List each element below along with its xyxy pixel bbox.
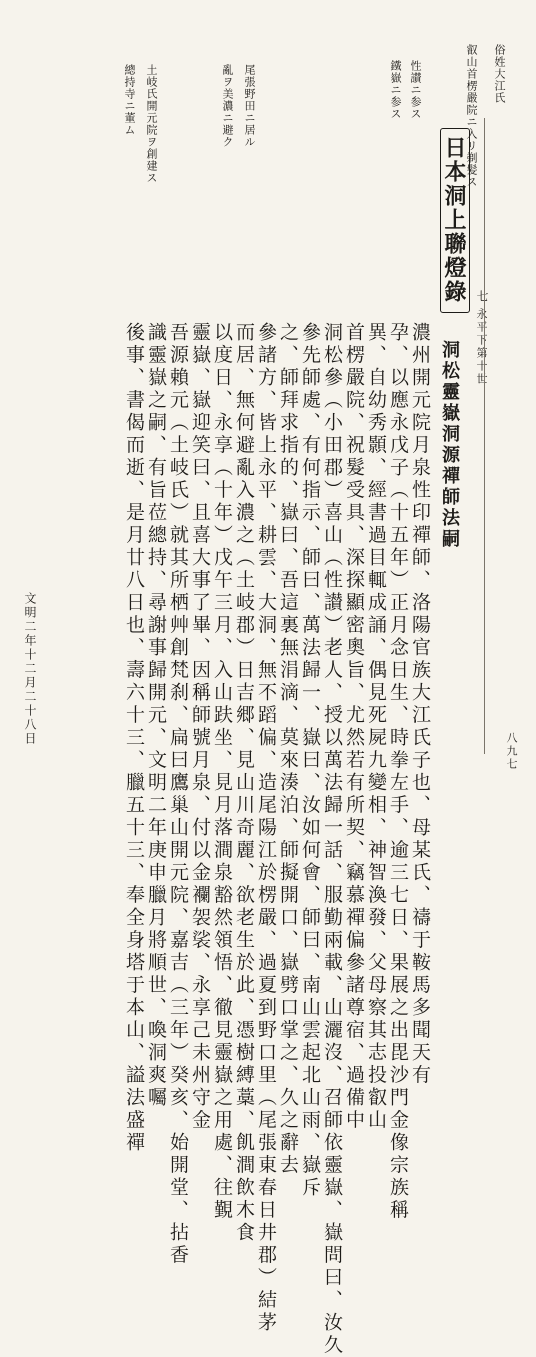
colophon-date: 文明二年十二月二十八日 (23, 592, 37, 746)
header-note-6: 亂ヲ美濃ニ避ク (221, 64, 234, 148)
body-column-7: 之、師拜求指的、嶽曰、吾這裏無涓滴、莫來湊泊、師擬開口、嶽劈口掌之、久之辭去 (277, 322, 299, 1177)
page-number: 八九七 (505, 732, 518, 771)
body-column-12: 吾源賴元（土岐氏）就其所栖艸創梵刹、扁曰鷹巢山開元院、嘉吉（三年）癸亥、始開堂、拈香 (167, 322, 189, 1267)
body-column-9: 而居、無何避亂入濃之（土岐郡）日吉郷、見山川奇麗、欲老生於此、憑樹縛藁、飢澗飲木食 (233, 322, 255, 1245)
book-title: 日本洞上聯燈錄 (441, 136, 467, 304)
header-note-7: 土岐氏開元院ヲ創建ス (145, 64, 158, 184)
header-note-5: 尾張野田ニ居ル (243, 64, 256, 148)
header-note-4: 鐵嶽ニ参ス (389, 60, 402, 120)
body-column-14: 後事、書偈而逝、是月廿八日也、壽六十三、臘五十三、奉全身塔于本山、謚法盛禪 (123, 322, 145, 1155)
body-column-6: 參先師處、有何指示、師曰、萬法歸一、嶽曰、汝如何會、師曰、南山雲起北山雨、嶽斥 (299, 322, 321, 1200)
body-column-10: 以度日、永享（十年）戊午三月、入山趺坐、見月落澗泉豁然領悟、徹見靈嶽之用處、往覲 (211, 322, 233, 1222)
header-note-8: 總持寺ニ董ム (123, 64, 136, 136)
body-column-1: 濃州開元院月泉性印禪師、洛陽官族大江氏子也、母某氏、禱于鞍馬多聞天有 (409, 322, 431, 1087)
header-note-2: 叡山首楞嚴院ニ入リ剃髪ス (465, 44, 478, 188)
body-column-3: 異、自幼秀顥、經書過目輒成誦、偶見死屍九變相、神智渙發、父母察其志投叡山 (365, 322, 387, 1132)
generation-label: 永平下第十世 (475, 308, 488, 386)
body-column-8: 參諸方、皆上永平、耕雲、大洞、無不蹈偏、造尾陽江於楞嚴、過夏到野口里（尾張東春日井郡）結茅 (255, 322, 277, 1335)
body-column-4: 首楞嚴院、祝髮受具、深探顯密奧旨、尤然若有所契、竊慕禪偏參諸尊宿、過備中 (343, 322, 365, 1132)
volume-number: 七 (475, 290, 489, 302)
body-column-5: 洞松參（小田郡）喜山（性讃）老人、授以萬法歸一話、服勤兩載、山灑沒、召師依靈嶽、嶽問曰、汝久 (321, 322, 343, 1357)
body-column-2: 孕、以應永戊子（十五年）正月念日生、時拳左手、逾三七日、果展之出毘沙門金像宗族稱 (387, 322, 409, 1222)
header-note-1: 俗姓大江氏 (493, 44, 506, 104)
header-note-3: 性讃ニ参ス (409, 60, 422, 120)
body-column-13: 識靈嶽之嗣、有旨莅總持、尋謝事歸開元、文明二年庚申臘月將順世、喚洞爽囑 (145, 322, 167, 1110)
column-divider (484, 118, 485, 754)
body-column-11: 靈嶽、嶽迎笑曰、且喜大事了畢、因稱師號月泉、付以金襴袈裟、永享己未州守金 (189, 322, 211, 1132)
section-heading: 洞松靈嶽洞源禪師法嗣 (439, 340, 460, 550)
